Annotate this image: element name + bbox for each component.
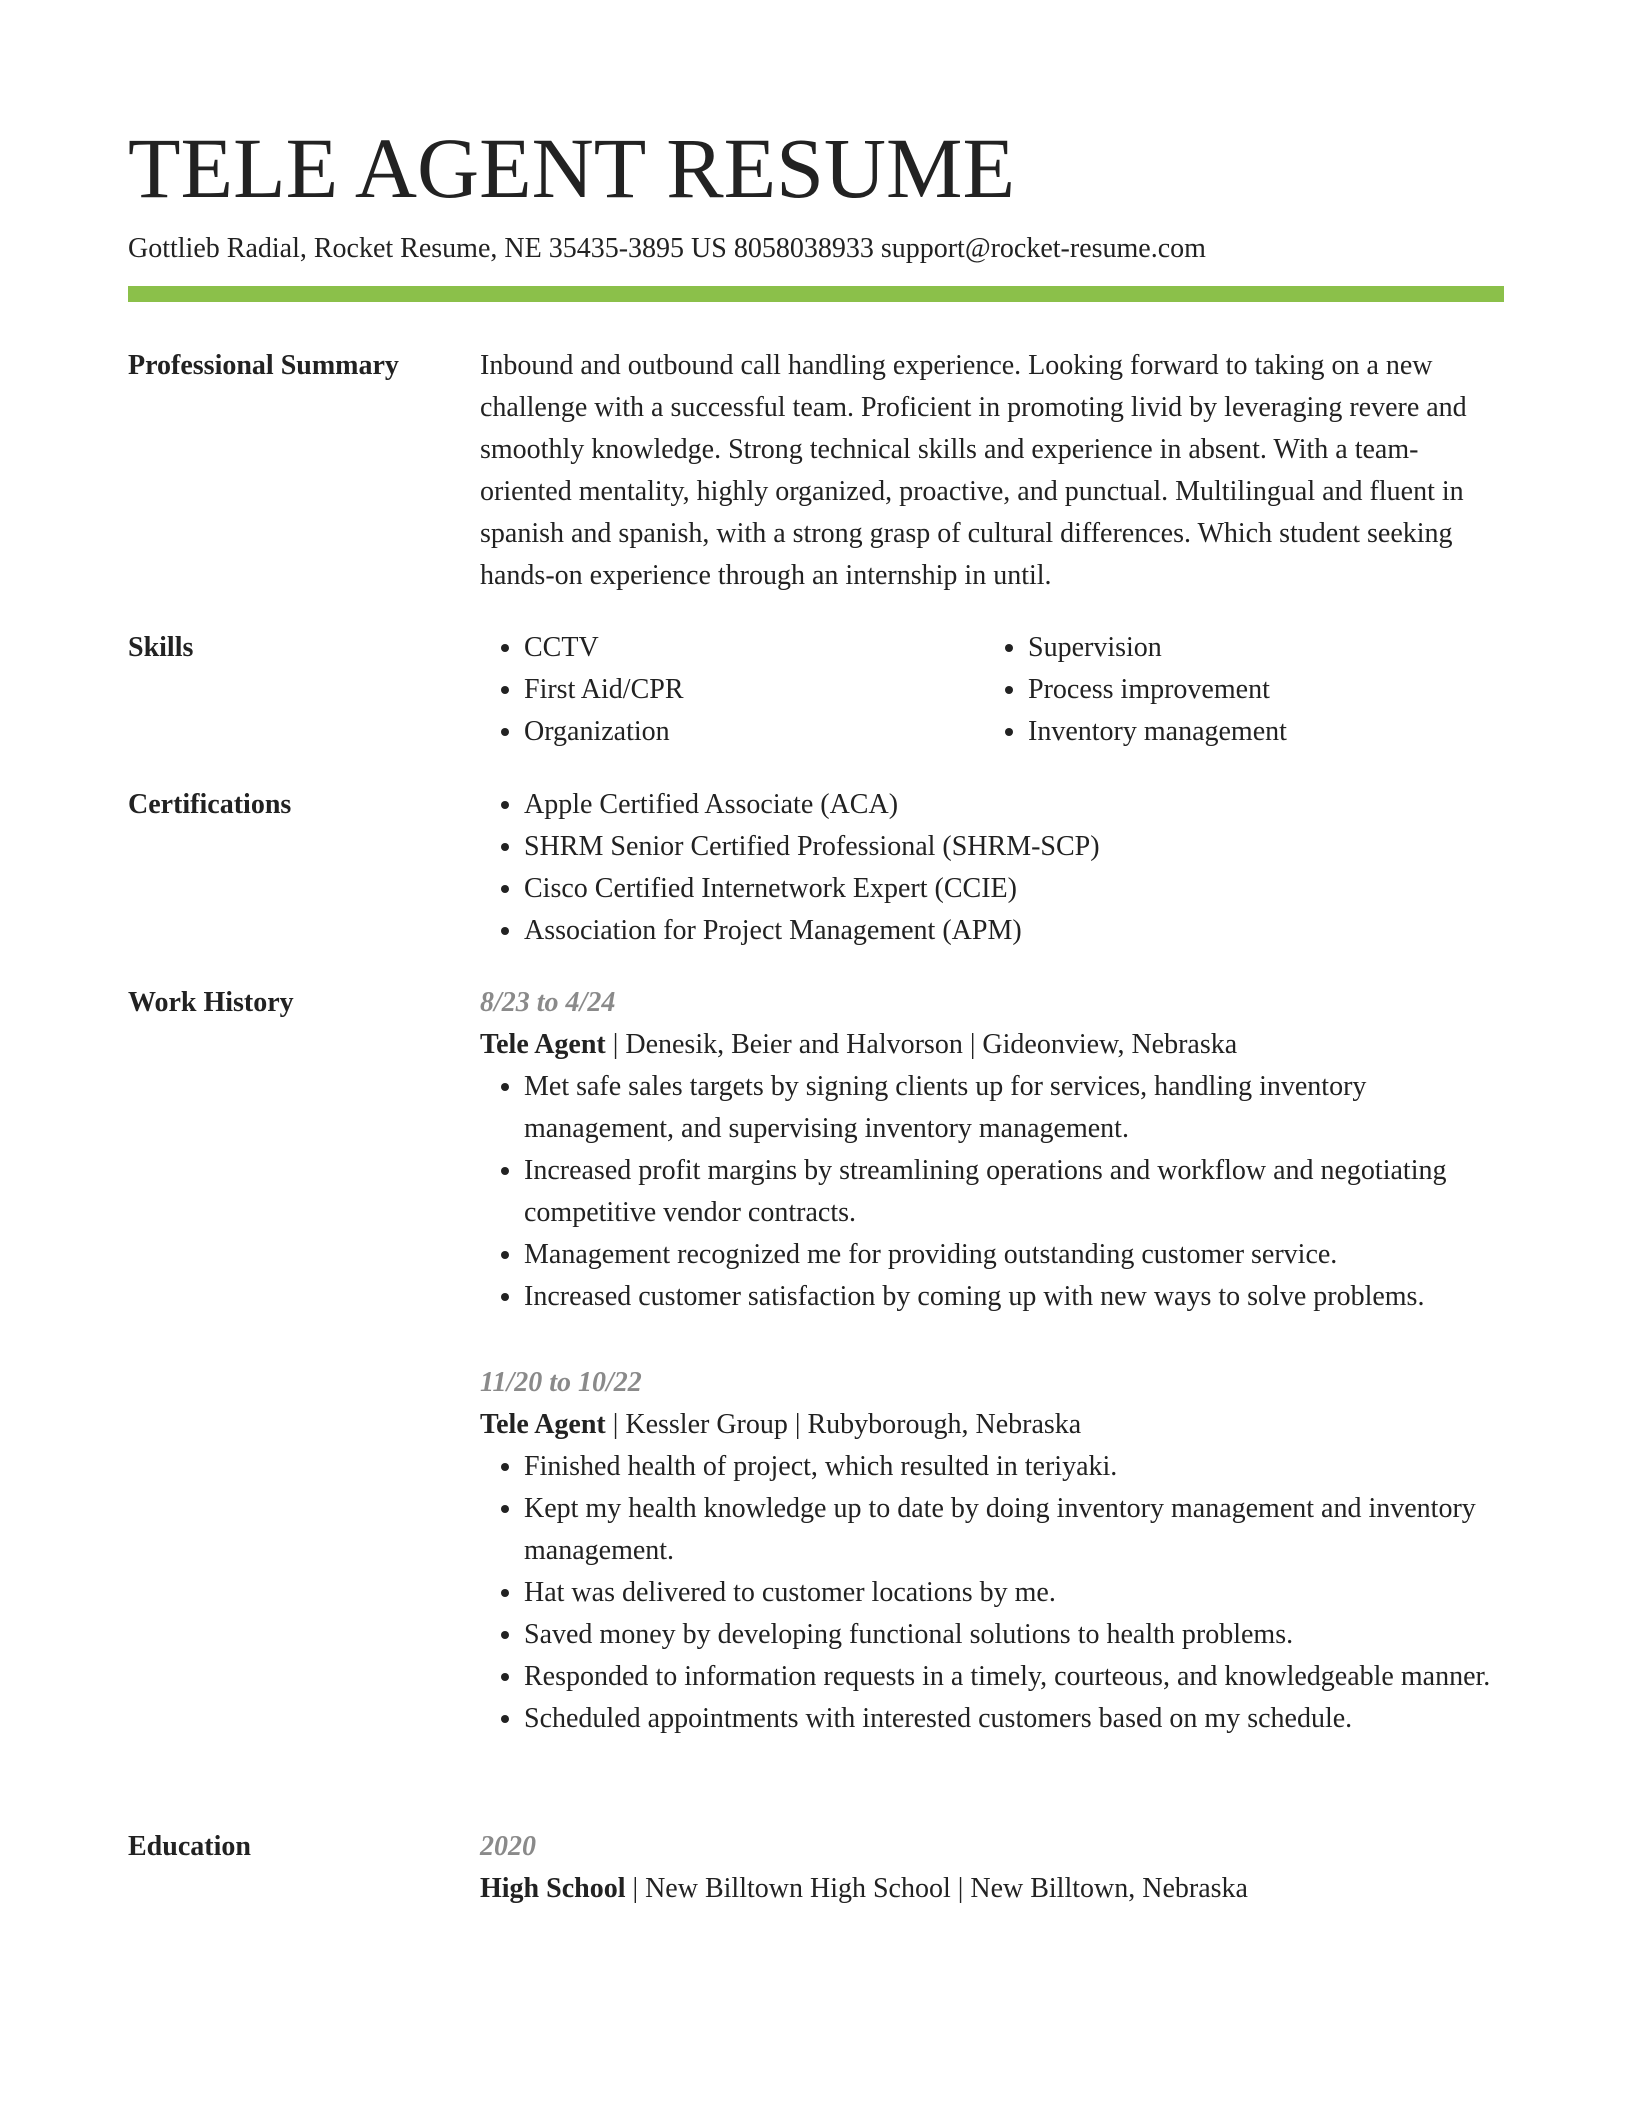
education-details: | New Billtown High School | New Billtown, Nebraska xyxy=(625,1873,1248,1904)
section-label-education: Education xyxy=(128,1831,251,1862)
education-degree: High School xyxy=(480,1873,626,1904)
job-entry xyxy=(480,982,1504,1318)
education-heading xyxy=(480,1868,1504,1910)
job-entry xyxy=(480,1362,1504,1740)
job-bullet: • Increased profit margins by streamlining operations and workflow and negotiating competitive vendor contracts. xyxy=(524,1150,1504,1234)
skill-item: • Organization xyxy=(524,711,984,753)
certification-item: • Cisco Certified Internetwork Expert (CCIE) xyxy=(524,868,1504,910)
skills-body xyxy=(480,627,1504,753)
skill-item: • Supervision xyxy=(1028,627,1488,669)
job-heading xyxy=(480,1024,1504,1066)
section-label-certifications: Certifications xyxy=(128,789,292,820)
job-bullet: • Increased customer satisfaction by coming up with new ways to solve problems. xyxy=(524,1276,1504,1318)
job-dates: 8/23 to 4/24 xyxy=(480,987,616,1018)
education-body xyxy=(480,1826,1504,1910)
accent-divider xyxy=(128,286,1504,302)
job-title: Tele Agent xyxy=(480,1029,606,1060)
work-history-body xyxy=(480,982,1504,1318)
skills-column-2 xyxy=(984,627,1488,753)
certification-item: • Apple Certified Associate (ACA) xyxy=(524,784,1504,826)
job-dates: 11/20 to 10/22 xyxy=(480,1367,642,1398)
summary-body xyxy=(480,345,1504,597)
section-label-skills: Skills xyxy=(128,632,194,663)
certifications-body xyxy=(480,784,1504,952)
job-bullet: • Kept my health knowledge up to date by doing inventory management and inventory management. xyxy=(524,1488,1504,1572)
job-details: | Kessler Group | Rubyborough, Nebraska xyxy=(605,1409,1082,1440)
skill-item: • CCTV xyxy=(524,627,984,669)
job-bullet: • Scheduled appointments with interested customers based on my schedule. xyxy=(524,1698,1504,1740)
skill-item: • Inventory management xyxy=(1028,711,1488,753)
contact-line: Gottlieb Radial, Rocket Resume, NE 35435-3895 US 8058038933 support@rocket-resume.com xyxy=(128,233,1206,264)
section-label-summary: Professional Summary xyxy=(128,350,399,381)
job-bullet: • Hat was delivered to customer locations by me. xyxy=(524,1572,1504,1614)
job-bullet: • Responded to information requests in a timely, courteous, and knowledgeable manner. xyxy=(524,1656,1504,1698)
skills-grid xyxy=(480,627,1504,753)
skill-item: • First Aid/CPR xyxy=(524,669,984,711)
summary-text: Inbound and outbound call handling experience. Looking forward to taking on a new challenge with a successful team. Proficient in promoting livid by leveraging revere and smoothly knowledge. Strong technical skills and experience in absent. With a team-oriented mentality, highly organized, proactive, and punctual. Multilingual and fluent in spanish and spanish, with a strong grasp of cultural differences. Which student seeking hands-on experience through an internship in until. xyxy=(480,350,1467,591)
job-heading xyxy=(480,1404,1504,1446)
work-history-body-2 xyxy=(480,1362,1504,1740)
job-bullet: • Finished health of project, which resulted in teriyaki. xyxy=(524,1446,1504,1488)
certification-item: • Association for Project Management (APM) xyxy=(524,910,1504,952)
skills-column-1 xyxy=(480,627,984,753)
job-bullet: • Management recognized me for providing outstanding customer service. xyxy=(524,1234,1504,1276)
job-bullet: • Met safe sales targets by signing clients up for services, handling inventory management, and supervising inventory management. xyxy=(524,1066,1504,1150)
section-label-work-history: Work History xyxy=(128,987,294,1018)
job-details: | Denesik, Beier and Halvorson | Gideonview, Nebraska xyxy=(605,1029,1238,1060)
resume-title: TELE AGENT RESUME xyxy=(128,120,1016,216)
job-bullet: • Saved money by developing functional solutions to health problems. xyxy=(524,1614,1504,1656)
job-title: Tele Agent xyxy=(480,1409,606,1440)
certification-item: • SHRM Senior Certified Professional (SHRM-SCP) xyxy=(524,826,1504,868)
education-year: 2020 xyxy=(480,1831,536,1862)
skill-item: • Process improvement xyxy=(1028,669,1488,711)
